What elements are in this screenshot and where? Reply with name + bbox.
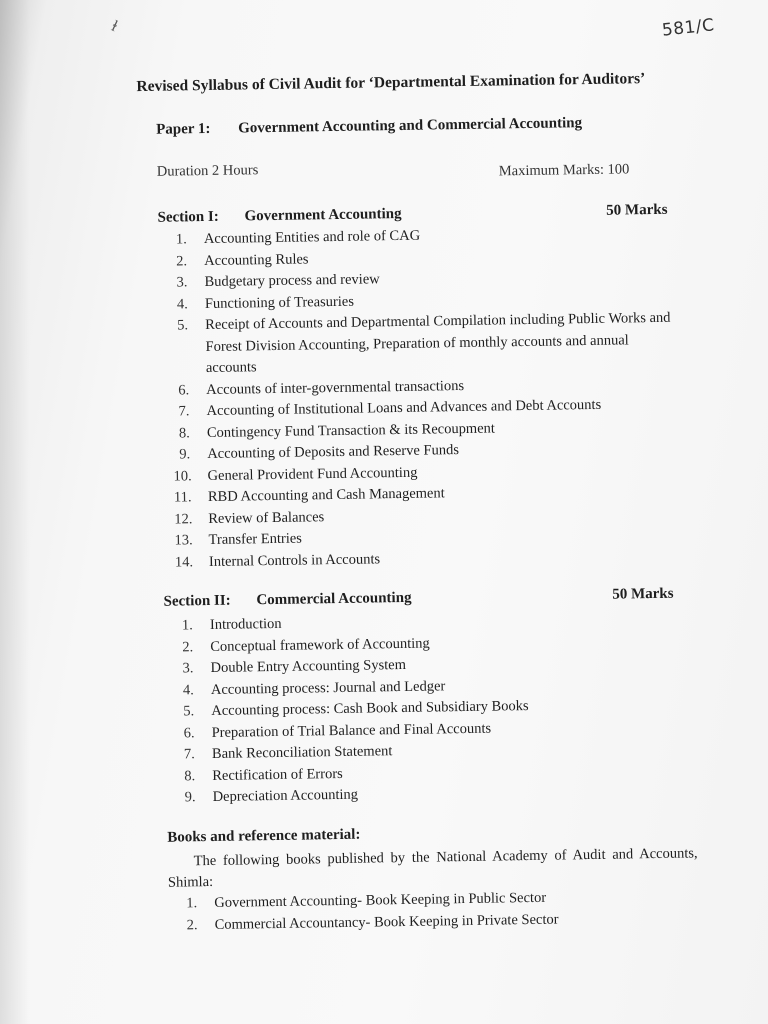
item-number: 7.	[183, 746, 195, 763]
item-number: 13.	[174, 532, 193, 549]
item-text: Depreciation Accounting	[212, 786, 359, 805]
item-text: Accounts of inter-governmental transactions	[206, 377, 465, 398]
item-number: 4.	[176, 295, 188, 312]
item-number: 14.	[174, 553, 194, 571]
item-text: Accounting of Deposits and Reserve Funds	[207, 442, 460, 463]
duration-text: Duration 2 Hours	[156, 162, 259, 180]
item-number: 6.	[178, 381, 190, 398]
section-1-topic-list	[173, 222, 681, 574]
item-number: 8.	[178, 424, 190, 441]
section-2-name: Commercial Accounting	[256, 589, 412, 609]
item-number: 11.	[173, 489, 192, 506]
item-number: 1.	[186, 895, 198, 912]
item-number: 1.	[175, 231, 187, 248]
item-text: RBD Accounting and Cash Management	[207, 485, 445, 506]
item-number: 5.	[183, 703, 195, 720]
item-text: Accounting Entities and role of CAG	[203, 227, 421, 248]
item-text: Internal Controls in Accounts	[208, 550, 381, 570]
books-list	[186, 886, 687, 937]
item-number: 12.	[174, 510, 193, 528]
item-number: 6.	[183, 724, 195, 741]
corner-pen-mark: ⱡ	[108, 17, 121, 36]
item-text: Accounting process: Journal and Ledger	[210, 677, 446, 698]
maximum-marks-text: Maximum Marks: 100	[498, 161, 630, 180]
paper-label: Paper 1:	[156, 120, 211, 138]
item-text: General Provident Fund Accounting	[207, 464, 418, 484]
item-number: 4.	[182, 681, 194, 698]
item-text: Conceptual framework of Accounting	[210, 635, 430, 655]
item-number: 9.	[179, 446, 191, 463]
item-text: Budgetary process and review	[204, 271, 380, 291]
item-number: 2.	[182, 638, 194, 655]
item-text: Functioning of Treasuries	[204, 293, 355, 312]
section-1-name: Government Accounting	[244, 205, 402, 225]
section-1-topic	[177, 308, 678, 380]
section-2-topic-list	[182, 608, 685, 809]
item-text: Accounting Rules	[204, 250, 309, 269]
item-text: Accounting process: Cash Book and Subsidiary Books	[211, 698, 529, 719]
paper-heading	[156, 115, 582, 139]
item-text: Receipt of Accounts and Departmental Compilation including Public Works and Forest Division Accounting, Preparation of monthly accounts and annual accounts	[205, 309, 671, 377]
item-number: 8.	[184, 767, 196, 784]
item-text: Bank Reconciliation Statement	[211, 743, 393, 762]
section-1-label: Section I:	[157, 208, 219, 226]
item-number: 3.	[182, 660, 194, 677]
section-2-marks: 50 Marks	[612, 585, 674, 603]
item-text: Commercial Accountancy- Book Keeping in Private Sector	[214, 911, 559, 933]
handwritten-reference-number: 581/C	[661, 15, 716, 41]
item-number: 7.	[178, 403, 190, 420]
item-text: Transfer Entries	[208, 530, 303, 549]
item-text: Preparation of Trial Balance and Final Accounts	[211, 720, 492, 741]
item-text: Contingency Fund Transaction & its Recoupment	[206, 420, 495, 441]
paper-name: Government Accounting and Commercial Accounting	[238, 115, 583, 137]
item-number: 9.	[184, 789, 196, 806]
document-title: Revised Syllabus of Civil Audit for ‘Departmental Examination for Auditors’	[136, 70, 646, 96]
item-number: 3.	[176, 274, 188, 291]
item-text: Review of Balances	[208, 508, 325, 527]
item-text: Double Entry Accounting System	[210, 656, 407, 676]
section-2-label: Section II:	[163, 592, 231, 610]
item-text: Accounting of Institutional Loans and Advances and Debt Accounts	[206, 396, 602, 420]
item-number: 2.	[176, 252, 188, 269]
item-number: 1.	[181, 617, 193, 634]
item-number: 10.	[173, 467, 192, 485]
item-text: Government Accounting- Book Keeping in Public Sector	[214, 889, 547, 911]
books-heading: Books and reference material:	[167, 826, 361, 846]
section-2-heading	[163, 586, 673, 611]
books-intro: The following books published by the National Academy of Audit and Accounts, Shimla:	[167, 845, 698, 891]
item-text: Rectification of Errors	[212, 765, 343, 784]
section-1-marks: 50 Marks	[606, 201, 668, 219]
item-number: 5.	[177, 317, 189, 334]
item-number: 2.	[186, 916, 198, 933]
item-text: Introduction	[209, 615, 282, 633]
